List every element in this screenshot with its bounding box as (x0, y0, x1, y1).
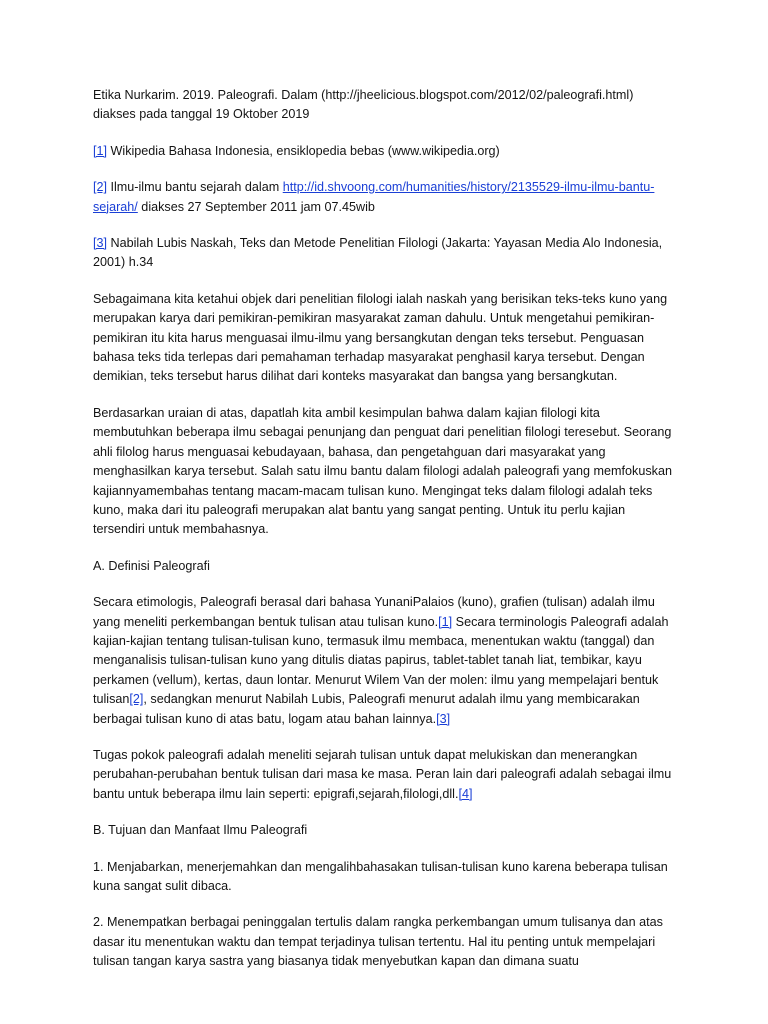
para3-part2: Secara terminologis Paleografi adalah kajian-kajian tentang tulisan-tulisan kuno, termasuk ilmu membaca, menentukan waktu (tanggal) dan menganalisis tulisan-tulisan kuno yang ditulis diatas papirus, tablet-tablet tanah liat, tembikar, kayu perkamen (vellum), kertas, daun lontar. Menurut Wilem Van der molen: ilmu yang mempelajari bentuk tulisan (93, 614, 669, 707)
footnote-3 (93, 234, 678, 273)
footnote-2-link[interactable]: [2] (93, 180, 108, 195)
body-paragraph-2: Berdasarkan uraian di atas, dapatlah kita ambil kesimpulan bahwa dalam kajian filologi kita membutuhkan beberapa ilmu sebagai penunjang dan penguat dari penelitian filologi teresebut. Seorang ahli filolog harus menguasai kebudayaan, bahasa, dan pengetahguan dari masyarakat yang menghasilkan karya tersebut. Salah satu ilmu bantu dalam filologi adalah paleografi yang memfokuskan kajiannyamembahas tentang macam-macam tulisan kuno. Mengingat teks dalam filologi adalah teks kuno, maka dari itu paleografi merupakan alat bantu yang sangat penting. Untuk itu perlu kajian tersendiri untuk membahasnya. (93, 405, 672, 537)
para4-text: Tugas pokok paleografi adalah meneliti sejarah tulisan untuk dapat melukiskan dan menerangkan perubahan-perubahan bentuk tulisan dari masa ke masa. Peran lain dari paleografi adalah sebagai ilmu bantu untuk beberapa ilmu lain seperti: epigrafi,sejarah,filologi,dll. (93, 747, 672, 801)
footnote-2-url[interactable]: http://id.shvoong.com/humanities/history/2135529-ilmu-ilmu-bantu-sejarah/ (93, 180, 655, 214)
list-item-2: 2. Menempatkan berbagai peninggalan tertulis dalam rangka perkembangan umum tulisanya dan atas dasar itu menentukan waktu dan tempat terjadinya tulisan tertentu. Hal itu penting untuk mempelajari tulisan tangan karya sastra yang biasanya tidak menyebutkan kapan dan dimana suatu (93, 915, 663, 969)
body-paragraph-4 (93, 746, 678, 804)
body-paragraph-3 (93, 593, 678, 729)
footnote-1 (93, 142, 678, 161)
reference-etika: Etika Nurkarim. 2019. Paleografi. Dalam (http://jheelicious.blogspot.com/2012/02/paleografi.html) diakses pada tanggal 19 Oktober 2019 (93, 88, 634, 122)
footnote-3-link[interactable]: [3] (93, 236, 108, 251)
footnote-1-link[interactable]: [1] (93, 143, 108, 158)
para3-footnote-link-2[interactable]: [2] (129, 692, 144, 707)
para3-part3: , sedangkan menurut Nabilah Lubis, Paleografi menurut adalah ilmu yang membicarakan berbagai tulisan kuno di atas batu, logam atau bahan lainnya. (93, 692, 640, 726)
para4-footnote-link-4[interactable]: [4] (458, 786, 473, 801)
para3-part1: Secara etimologis, Paleografi berasal dari bahasa YunaniPalaios (kuno), grafien (tulisan) adalah ilmu yang meneliti perkembangan bentuk tulisan atau tulisan kuno. (93, 595, 655, 629)
para3-footnote-link-1[interactable]: [1] (438, 614, 453, 629)
footnote-3-text: Nabilah Lubis Naskah, Teks dan Metode Penelitian Filologi (Jakarta: Yayasan Media Alo Indonesia, 2001) h.34 (93, 236, 663, 270)
footnote-2 (93, 178, 678, 217)
footnote-2-pre: Ilmu-ilmu bantu sejarah dalam (107, 180, 283, 195)
footnote-1-text: Wikipedia Bahasa Indonesia, ensiklopedia bebas (www.wikipedia.org) (107, 143, 500, 158)
body-paragraph-1: Sebagaimana kita ketahui objek dari penelitian filologi ialah naskah yang berisikan teks-teks kuno yang merupakan karya dari pemikiran-pemikiran masyarakat zaman dahulu. Untuk mengetahui pemikiran-pemikiran itu kita harus menguasai ilmu-ilmu yang bersangkutan dengan teks tersebut. Penguasan bahasa teks tida terlepas dari pemahaman terhadap masyarakat penghasil karya tersebut. Dengan demikian, teks tersebut harus dilihat dari konteks masyarakat dan bangsa yang bersangkutan. (93, 291, 668, 384)
footnote-2-post: diakses 27 September 2011 jam 07.45wib (137, 199, 375, 214)
section-heading-a: A. Definisi Paleografi (93, 558, 210, 573)
para3-footnote-link-3[interactable]: [3] (436, 711, 451, 726)
section-heading-b: B. Tujuan dan Manfaat Ilmu Paleografi (93, 823, 308, 838)
list-item-1: 1. Menjabarkan, menerjemahkan dan mengalihbahasakan tulisan-tulisan kuno karena beberapa tulisan kuna sangat sulit dibaca. (93, 859, 668, 893)
